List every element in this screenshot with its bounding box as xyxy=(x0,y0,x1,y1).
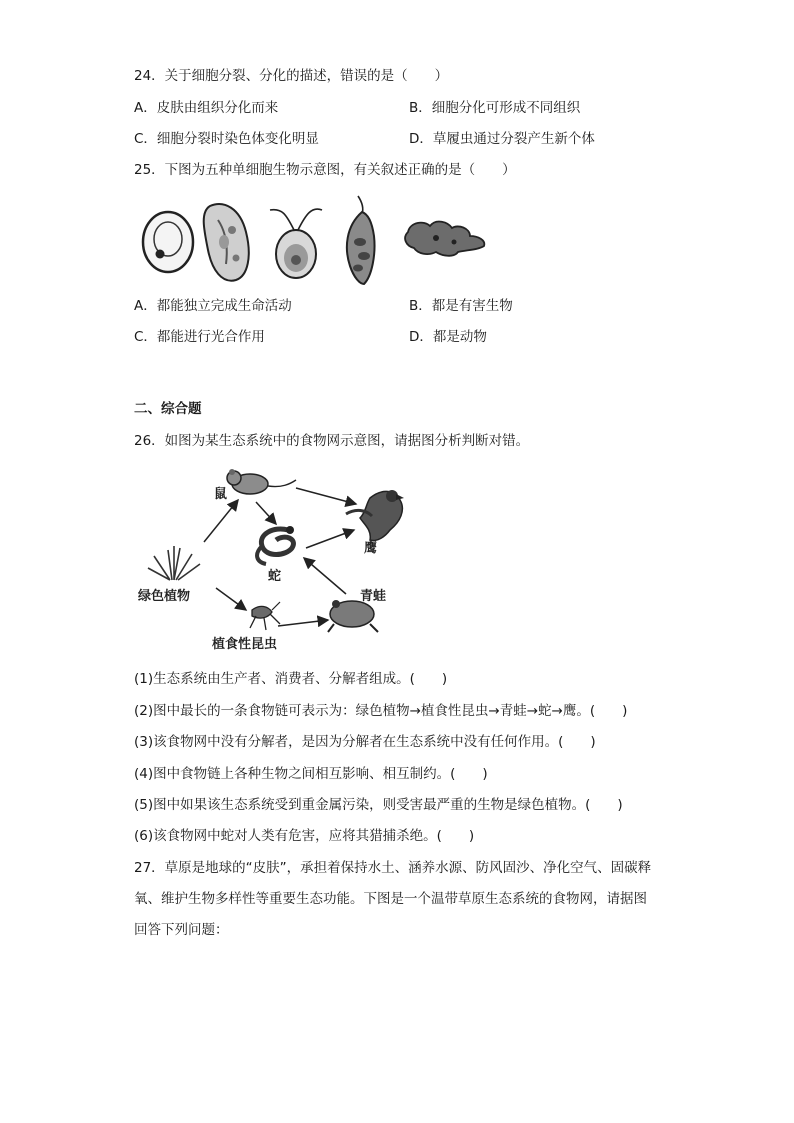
q25-option-c: C．都能进行光合作用 xyxy=(134,329,265,345)
q26-item-2: (2)图中最长的一条食物链可表示为：绿色植物→植食性昆虫→青蛙→蛇→鹰。( ) xyxy=(134,703,628,719)
euglena-icon xyxy=(347,196,375,284)
q26-item-6: (6)该食物网中蛇对人类有危害，应将其猎捕杀绝。( ) xyxy=(134,828,475,844)
q26-item-3: (3)该食物网中没有分解者，是因为分解者在生态系统中没有任何作用。( ) xyxy=(134,734,596,750)
snake-icon xyxy=(257,526,294,564)
q27-line-3: 回答下列问题： xyxy=(134,922,229,938)
q26-stem: 26．如图为某生态系统中的食物网示意图，请据图分析判断对错。 xyxy=(134,433,530,449)
arrow-insect-to-frog xyxy=(278,620,328,626)
q26-item-1: (1)生态系统由生产者、消费者、分解者组成。( ) xyxy=(134,671,448,687)
chlamydomonas-icon xyxy=(270,209,322,278)
food-web-label-insect: 植食性昆虫 xyxy=(212,637,278,652)
q26-item-5: (5)图中如果该生态系统受到重金属污染，则受害最严重的生物是绿色植物。( ) xyxy=(134,797,623,813)
arrow-frog-to-snake xyxy=(304,558,346,594)
arrow-plant-to-insect xyxy=(216,588,246,610)
arrow-rat-to-eagle xyxy=(296,488,356,504)
food-web-label-frog: 青蛙 xyxy=(360,589,387,604)
q25-option-a: A．都能独立完成生命活动 xyxy=(134,298,292,314)
q25-option-b: B．都是有害生物 xyxy=(409,298,513,314)
q24-option-a: A．皮肤由组织分化而来 xyxy=(134,100,279,116)
arrow-snake-to-eagle xyxy=(306,530,354,548)
q24-option-d: D．草履虫通过分裂产生新个体 xyxy=(409,131,595,147)
section-heading: 二、综合题 xyxy=(134,401,202,417)
single-cell-organisms-figure xyxy=(136,192,496,288)
insect-icon xyxy=(250,602,280,630)
amoeba-icon xyxy=(405,222,484,256)
paramecium-icon xyxy=(204,204,249,281)
q26-item-4: (4)图中食物链上各种生物之间相互影响、相互制约。( ) xyxy=(134,766,488,782)
rat-icon xyxy=(227,469,296,494)
food-web-figure xyxy=(134,460,434,656)
food-web-label-snake: 蛇 xyxy=(268,569,282,584)
arrow-plant-to-rat xyxy=(204,500,238,542)
food-web-label-rat: 鼠 xyxy=(214,487,228,502)
arrow-rat-to-snake xyxy=(256,502,276,524)
q24-stem: 24．关于细胞分裂、分化的描述，错误的是（ ） xyxy=(134,68,449,84)
frog-icon xyxy=(328,600,378,632)
q24-option-c: C．细胞分裂时染色体变化明显 xyxy=(134,131,319,147)
q25-stem: 25．下图为五种单细胞生物示意图，有关叙述正确的是（ ） xyxy=(134,162,516,178)
q25-option-d: D．都是动物 xyxy=(409,329,487,345)
q27-line-1: 27．草原是地球的“皮肤”，承担着保持水土、涵养水源、防风固沙、净化空气、固碳释 xyxy=(134,860,652,876)
food-web-label-plant: 绿色植物 xyxy=(138,589,191,604)
plant-icon xyxy=(148,546,200,580)
eagle-icon xyxy=(346,490,404,541)
q27-line-2: 氧、维护生物多样性等重要生态功能。下图是一个温带草原生态系统的食物网，请据图 xyxy=(134,891,647,907)
food-web-label-eagle: 鹰 xyxy=(364,541,378,556)
q24-option-b: B．细胞分化可形成不同组织 xyxy=(409,100,581,116)
yeast-cell-icon xyxy=(143,212,193,272)
